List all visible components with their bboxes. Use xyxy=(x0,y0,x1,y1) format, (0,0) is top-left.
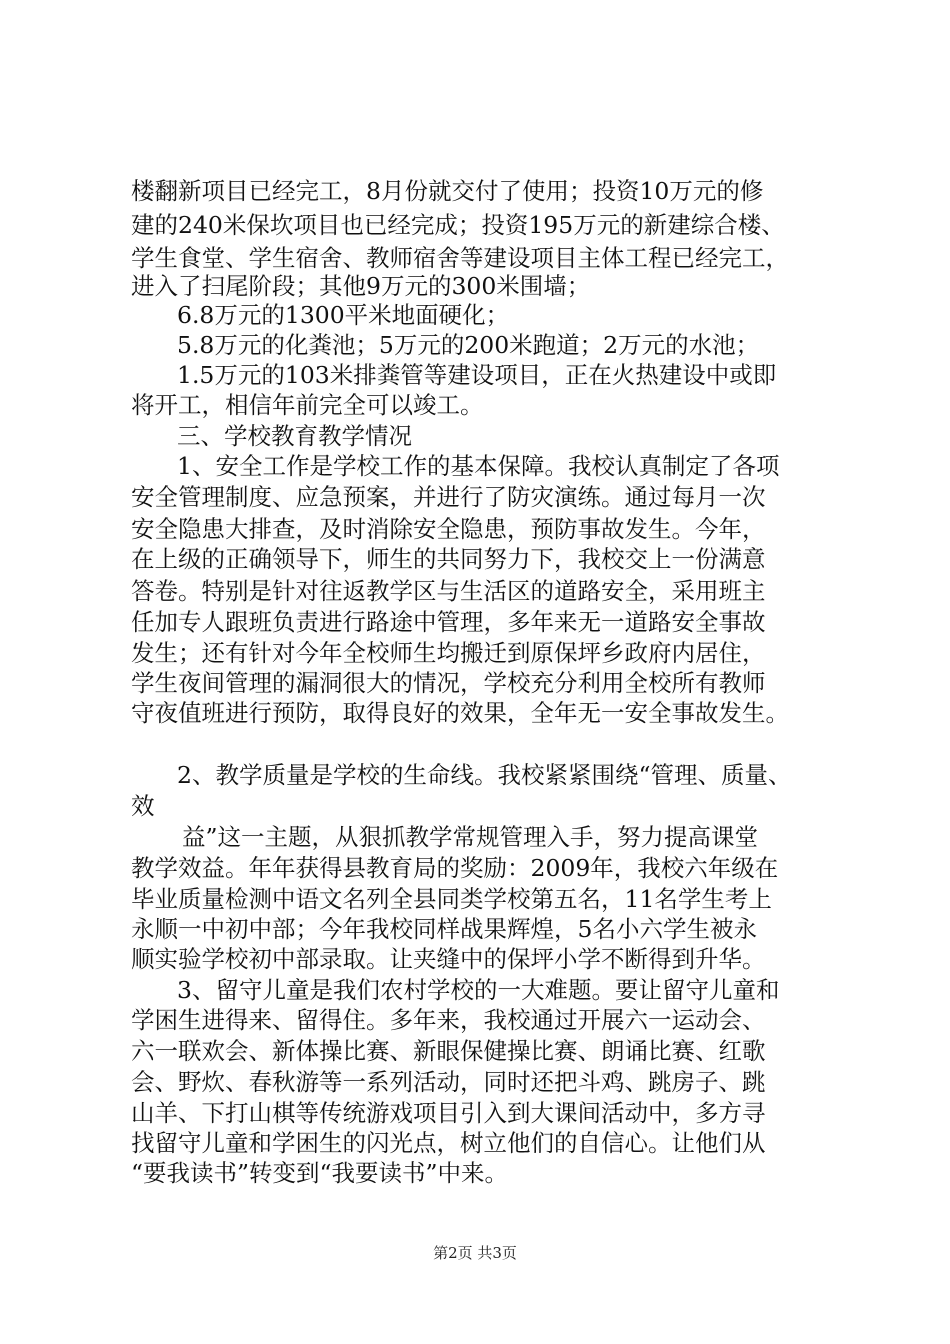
body-line: 顺实验学校初中部录取。让夹缝中的保坪小学不断得到升华。 xyxy=(131,945,766,973)
section-heading: 三、学校教育教学情况 xyxy=(177,422,412,450)
body-line: 学生夜间管理的漏洞很大的情况，学校充分利用全校所有教师 xyxy=(131,669,766,697)
body-line: 楼翻新项目已经完工，8月份就交付了使用；投资10万元的修 xyxy=(131,177,764,205)
body-line: 1、安全工作是学校工作的基本保障。我校认真制定了各项 xyxy=(177,452,780,480)
body-line: 会、野炊、春秋游等一系列活动，同时还把斗鸡、跳房子、跳 xyxy=(131,1068,766,1096)
body-line: 1.5万元的103米排粪管等建设项目，正在火热建设中或即 xyxy=(177,361,777,389)
body-line: 找留守儿童和学困生的闪光点，树立他们的自信心。让他们从 xyxy=(131,1129,766,1157)
body-line: 任加专人跟班负责进行路途中管理，多年来无一道路安全事故 xyxy=(131,608,766,636)
body-line: 发生；还有针对今年全校师生均搬迁到原保坪乡政府内居住， xyxy=(131,639,766,667)
body-line: 进入了扫尾阶段；其他9万元的300米围墙； xyxy=(131,272,591,300)
body-line: 5.8万元的化粪池；5万元的200米跑道；2万元的水池； xyxy=(177,331,760,359)
page-footer: 第2页 共3页 xyxy=(433,1244,517,1262)
body-line: 益”这一主题，从狠抓教学常规管理入手，努力提高课堂 xyxy=(182,823,759,851)
body-line: 永顺一中初中部；今年我校同样战果辉煌，5名小六学生被永 xyxy=(131,915,757,943)
body-line: “要我读书”转变到“我要读书”中来。 xyxy=(131,1159,509,1187)
body-line: 将开工，相信年前完全可以竣工。 xyxy=(131,391,484,419)
body-line: 效 xyxy=(131,792,155,820)
body-line: 答卷。特别是针对往返教学区与生活区的道路安全，采用班主 xyxy=(131,577,766,605)
body-line: 六一联欢会、新体操比赛、新眼保健操比赛、朗诵比赛、红歌 xyxy=(131,1037,766,1065)
body-line: 建的240米保坎项目也已经完成；投资195万元的新建综合楼、 xyxy=(131,211,785,239)
body-line: 6.8万元的1300平米地面硬化； xyxy=(177,301,510,329)
body-line: 安全隐患大排查，及时消除安全隐患，预防事故发生。今年， xyxy=(131,515,766,543)
body-line: 守夜值班进行预防，取得良好的效果，全年无一安全事故发生。 xyxy=(131,699,789,727)
body-line: 2、教学质量是学校的生命线。我校紧紧围绕“管理、质量、 xyxy=(177,761,792,789)
body-line: 教学效益。年年获得县教育局的奖励：2009年，我校六年级在 xyxy=(131,854,779,882)
body-line: 在上级的正确领导下，师生的共同努力下，我校交上一份满意 xyxy=(131,545,766,573)
body-line: 学生食堂、学生宿舍、教师宿舍等建设项目主体工程已经完工， xyxy=(131,244,789,272)
body-line: 学困生进得来、留得住。多年来，我校通过开展六一运动会、 xyxy=(131,1006,766,1034)
body-line: 毕业质量检测中语文名列全县同类学校第五名，11名学生考上 xyxy=(131,885,772,913)
body-line: 3、留守儿童是我们农村学校的一大难题。要让留守儿童和 xyxy=(177,976,780,1004)
body-line: 山羊、下打山棋等传统游戏项目引入到大课间活动中，多方寻 xyxy=(131,1099,766,1127)
body-line: 安全管理制度、应急预案，并进行了防灾演练。通过每月一次 xyxy=(131,483,766,511)
